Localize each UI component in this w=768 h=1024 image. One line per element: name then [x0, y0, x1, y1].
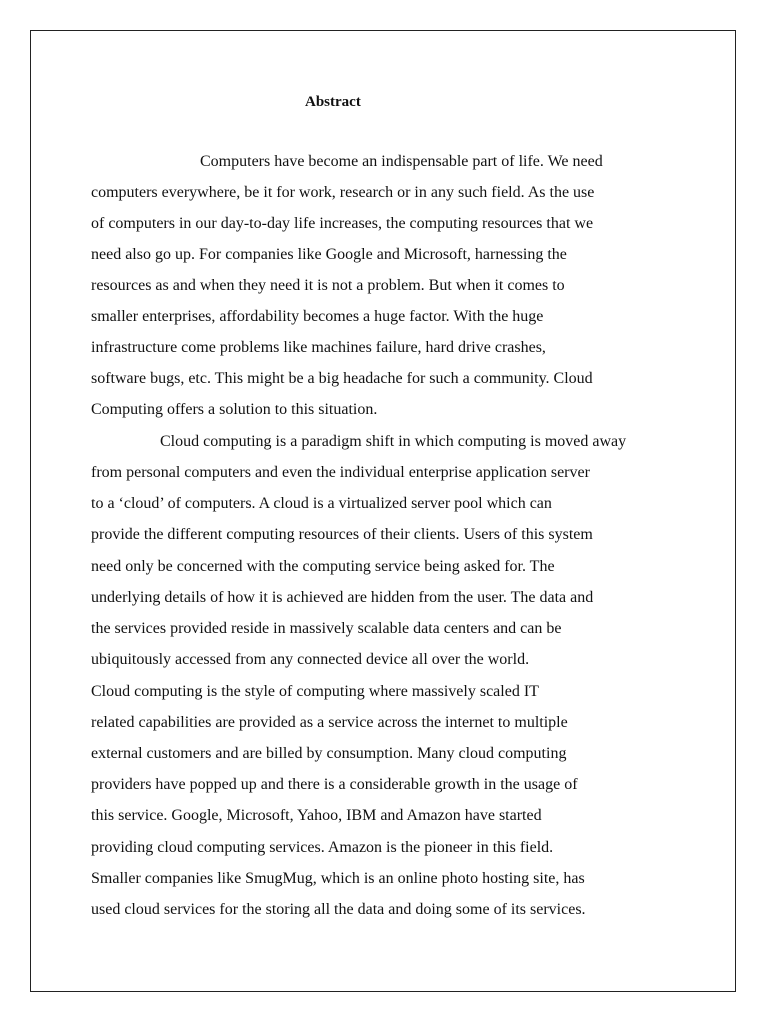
text-line: the services provided reside in massively scalable data centers and can be [91, 620, 562, 637]
text-line: ubiquitously accessed from any connected device all over the world. [91, 651, 530, 668]
text-line: providers have popped up and there is a considerable growth in the usage of [91, 776, 578, 793]
text-line: related capabilities are provided as a service across the internet to multiple [91, 714, 568, 731]
text-line: need only be concerned with the computing service being asked for. The [91, 558, 555, 575]
text-line: software bugs, etc. This might be a big headache for such a community. Cloud [91, 370, 593, 387]
text-line: this service. Google, Microsoft, Yahoo, IBM and Amazon have started [91, 807, 542, 824]
text-line: from personal computers and even the individual enterprise application server [91, 464, 590, 481]
text-line: of computers in our day-to-day life increases, the computing resources that we [91, 215, 594, 232]
text-line: Cloud computing is the style of computing where massively scaled IT [91, 683, 539, 700]
text-line: used cloud services for the storing all the data and doing some of its services. [91, 901, 586, 918]
text-line: Computers have become an indispensable part of life. We need [200, 153, 603, 170]
text-line: external customers and are billed by consumption. Many cloud computing [91, 745, 567, 762]
text-line: Cloud computing is a paradigm shift in which computing is moved away [160, 433, 627, 450]
text-line: provide the different computing resources of their clients. Users of this system [91, 526, 593, 543]
text-line: Computing offers a solution to this situation. [91, 401, 378, 418]
text-line: infrastructure come problems like machines failure, hard drive crashes, [91, 339, 546, 356]
text-line: computers everywhere, be it for work, research or in any such field. As the use [91, 184, 595, 201]
text-line: smaller enterprises, affordability becomes a huge factor. With the huge [91, 308, 544, 325]
text-line: underlying details of how it is achieved are hidden from the user. The data and [91, 589, 594, 606]
text-line: to a ‘cloud’ of computers. A cloud is a virtualized server pool which can [91, 495, 552, 512]
text-line: resources as and when they need it is not a problem. But when it comes to [91, 277, 565, 294]
abstract-heading: Abstract [305, 94, 361, 110]
text-line: need also go up. For companies like Google and Microsoft, harnessing the [91, 246, 567, 263]
text-line: providing cloud computing services. Amazon is the pioneer in this field. [91, 839, 554, 856]
text-line: Smaller companies like SmugMug, which is an online photo hosting site, has [91, 870, 585, 887]
